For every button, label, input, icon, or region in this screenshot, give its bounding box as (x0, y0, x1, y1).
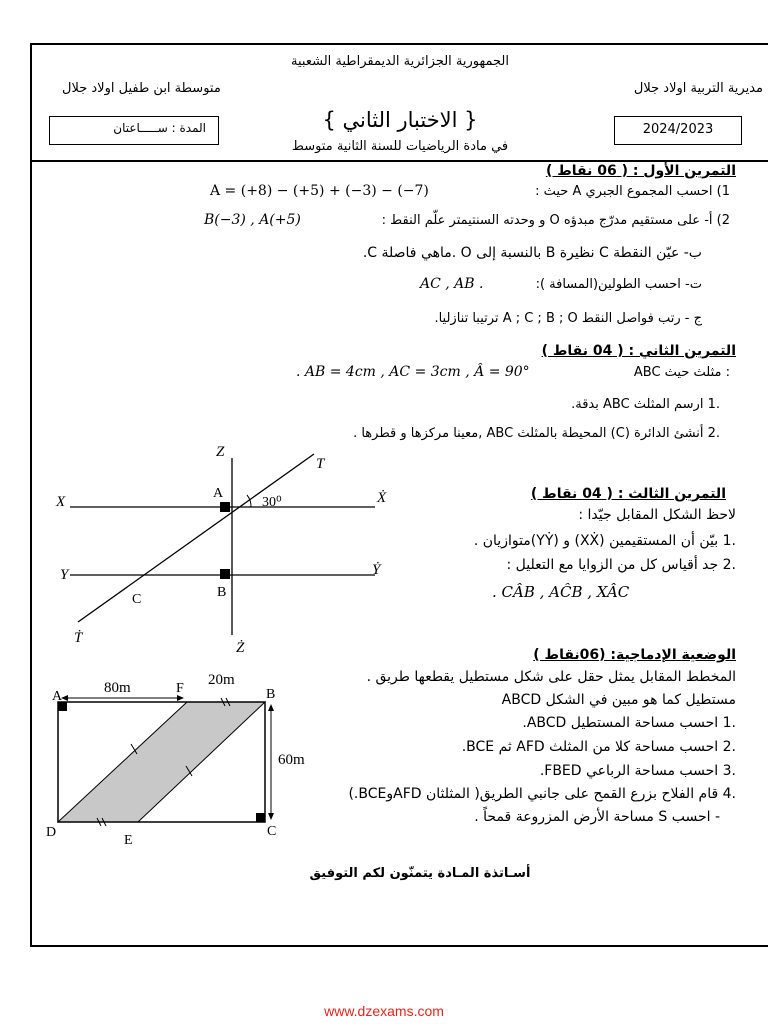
label-c: C (132, 592, 142, 607)
duration: المدة : ســـــاعتان (113, 121, 206, 135)
ex1-title: التمرين الأول : ( 06 نقاط ) (545, 163, 736, 179)
ex2-intro: ABC مثلث حيث : (633, 365, 730, 380)
ex3-q1: .1 بيّن أن المستقيمين (XẊ) و (YẎ)متوازيان . (473, 533, 736, 549)
school-year: 2024/2023 (642, 122, 714, 137)
label-t-dot: Ṫ (74, 630, 83, 646)
closing-wish: أسـاتذة المـادة يتمنّون لكم التوفيق (309, 866, 531, 881)
dim-bc-head-top (268, 704, 274, 711)
label-x-dot: Ẋ (377, 490, 387, 506)
angle-label: 30⁰ (262, 495, 282, 510)
right-angle-b (220, 569, 230, 579)
ex4-q1: .1 احسب مساحة المستطيل ABCD. (522, 715, 736, 731)
duration-box (49, 116, 219, 145)
label-b: B (217, 585, 227, 600)
school-name: متوسطة ابن طفيل اولاد جلال (62, 81, 221, 96)
ex2-intro-values: . AB = 4cm , AC = 3cm , Â = 90° (296, 364, 530, 380)
ex3-title: التمرين الثالث : ( 04 نقاط ) (530, 486, 726, 502)
ex3-q2: .2 جد أقياس كل من الزوايا مع التعليل : (506, 557, 736, 573)
exam-title: { الاختبار الثاني } (322, 108, 478, 132)
ex1-qd: ج - رتب فواصل النقط A ; C ; B ; O ترتيبا تنازليا. (434, 311, 702, 326)
ex4-intro1: المخطط المقابل يمثل حقل على شكل مستطيل يقطعها طريق . (366, 669, 736, 685)
dim-fb: 20m (208, 672, 235, 688)
ex1-q1-expr: A = (+8) − (+5) + (−3) − (−7) (210, 183, 429, 199)
label-c: C (267, 824, 277, 839)
road-strip (58, 702, 265, 822)
ex4-q3: .3 احسب مساحة الرباعي FBED. (539, 763, 736, 779)
ex1-qb: ب- عيّن النقطة C نظيرة B بالنسبة إلى O .ماهي فاصلة C. (362, 245, 702, 261)
republic-title: الجمهورية الجزائرية الديمقراطية الشعبية (291, 54, 509, 69)
label-y: Y (60, 567, 69, 583)
ex1-q2: 2) أ- على مستقيم مدرّج مبدؤه O و وحدته السنتيمتر علّم النقط : (381, 213, 730, 228)
label-f: F (176, 681, 184, 696)
ex3-angles: . CÂB , AĈB , XÂC (492, 583, 630, 601)
label-a: A (52, 689, 63, 704)
ex2-q1: .1 ارسم المثلث ABC بدقة. (571, 397, 720, 412)
label-b: B (266, 687, 276, 702)
dim-bc: 60m (278, 752, 305, 768)
parallel-lines-figure (50, 440, 400, 665)
line-t (78, 454, 314, 622)
ex4-q4: .4 قام الفلاح بزرع القمح على جانبي الطريق( المثلثان AFDوBCE.) (348, 786, 736, 802)
label-x: X (56, 494, 66, 510)
exam-subject: في مادة الرياضيات للسنة الثانية متوسط (291, 139, 509, 154)
footer-url[interactable]: www.dzexams.com (324, 1003, 444, 1019)
corner-c (256, 813, 265, 822)
label-e: E (124, 833, 133, 848)
ex1-q1: 1) احسب المجموع الجبري A حيث : (535, 184, 730, 199)
dim-bc-head-bottom (268, 813, 274, 820)
ex1-qc-values: AC , AB . (420, 276, 484, 292)
label-t: T (316, 456, 325, 472)
ex3-intro: لاحظ الشكل المقابل جيّدا : (578, 507, 736, 523)
label-y-dot: Ẏ (372, 562, 381, 578)
year-box (614, 116, 742, 145)
ex1-qc: ت- احسب الطولين(المسافة ): (535, 277, 702, 292)
right-angle-a (220, 502, 230, 512)
label-z: Z (216, 444, 225, 460)
ex2-q2: .2 أنشئ الدائرة (C) المحيطة بالمثلث ABC ,معينا مركزها و قطرها . (353, 426, 720, 441)
label-z-dot: Ż (236, 640, 245, 656)
header-rule (30, 160, 768, 162)
ex1-q2-points: B(−3) , A(+5) (204, 212, 301, 228)
ex4-intro2: ABCD مستطيل كما هو مبين في الشكل (501, 692, 736, 708)
field-figure (40, 670, 340, 855)
ex2-title: التمرين الثاني : ( 04 نقاط ) (541, 343, 736, 359)
directorate: مديرية التربية اولاد جلال (633, 81, 763, 96)
label-a: A (213, 486, 224, 501)
ex4-q2: .2 احسب مساحة كلا من المثلث AFD ثم BCE. (461, 739, 736, 755)
label-d: D (46, 825, 57, 840)
dim-af: 80m (104, 680, 131, 696)
ex4-title: الوضعية الإدماجية: (06نقاط ) (533, 647, 736, 663)
ex4-q4b: - احسب S مساحة الأرض المزروعة قمحاً . (474, 809, 720, 825)
